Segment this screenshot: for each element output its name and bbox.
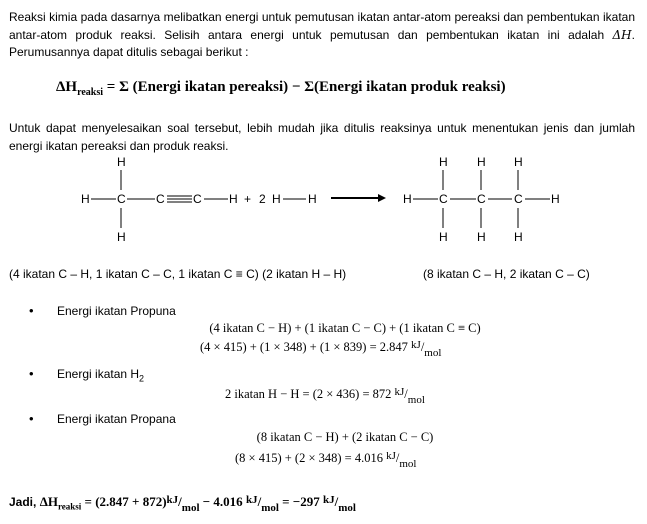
delta-h-symbol: ΔH	[612, 27, 632, 42]
atom-h: H	[117, 230, 126, 244]
delta-h-formula	[56, 79, 506, 98]
plus-sign: +	[244, 192, 252, 206]
intro-text-before: Reaksi kimia pada dasarnya melibatkan energi untuk pemutusan ikatan antar-atom pereaksi dan pembentukan ikatan antar-atom produk reaksi. Selisih antara energi untuk pemutusan dan pembentukan ikatan ini adalah	[9, 10, 635, 42]
atom-c: C	[193, 192, 202, 206]
bullet-icon: •	[29, 411, 34, 426]
reaction-arrow	[331, 194, 386, 202]
atom-c: C	[156, 192, 165, 206]
final-part1: = (2.847 + 872)	[81, 494, 167, 509]
bullet-hydrogen-label: Energi ikatan $H_2$	[57, 367, 145, 384]
atom-h: H	[477, 155, 486, 169]
propane-energy-calc	[235, 450, 417, 470]
atom-h: H	[403, 192, 412, 206]
bullet-icon: •	[29, 303, 34, 318]
atom-h: H	[272, 192, 281, 206]
final-lead: Jadi,	[9, 495, 40, 509]
hydrogen-molecule	[259, 192, 317, 206]
atom-h: H	[229, 192, 238, 206]
formula-lhs-sub: reaksi	[77, 87, 104, 98]
propyne-energy-calc	[200, 339, 442, 359]
intro-paragraph	[9, 9, 635, 62]
atom-h: H	[514, 230, 523, 244]
bullet-icon: •	[29, 366, 34, 381]
unit-kj-per-mol: $^{kJ}/_{mol}$	[323, 494, 356, 514]
atom-h: H	[551, 192, 560, 206]
unit-kj-per-mol: $^{kJ}/_{mol}$	[411, 339, 442, 359]
unit-kj-per-mol: $^{kJ}/_{mol}$	[245, 494, 279, 514]
hydrogen-energy-expression: 2 ikatan H − H = (2 × 436) = 872	[225, 387, 392, 401]
final-part3: = −297	[278, 494, 323, 509]
unit-kj-per-mol: $^{kJ}/_{mol}$	[386, 450, 417, 470]
final-part2: − 4.016	[199, 494, 246, 509]
bullet-propane-label: Energi ikatan Propana	[57, 412, 176, 426]
atom-c: C	[439, 192, 448, 206]
atom-h: H	[514, 155, 523, 169]
atom-c: C	[514, 192, 523, 206]
reaction-diagram	[0, 150, 647, 250]
propane-energy-expression: (8 × 415) + (2 × 348) = 4.016	[235, 451, 383, 465]
atom-h: H	[439, 230, 448, 244]
bullet-propyne-label: Energi ikatan Propuna	[57, 304, 176, 318]
atom-h: H	[81, 192, 90, 206]
atom-h: H	[308, 192, 317, 206]
unit-kj-per-mol: $^{kJ}/_{mol}$	[166, 494, 200, 514]
final-answer	[9, 494, 356, 512]
propyne-energy-expression: (4 × 415) + (1 × 348) + (1 × 839) = 2.847	[200, 340, 408, 354]
propane-molecule	[403, 155, 560, 244]
formula-lhs: ΔH	[56, 79, 78, 95]
product-bond-label: (8 ikatan C – H, 2 ikatan C – C)	[423, 267, 590, 281]
atom-c: C	[117, 192, 126, 206]
atom-h: H	[117, 155, 126, 169]
propyne-molecule	[81, 155, 238, 244]
coefficient: 2	[259, 192, 266, 206]
intro-text-after: . Perumusannya dapat ditulis sebagai berikut :	[9, 27, 635, 59]
propyne-bond-terms: (4 ikatan C − H) + (1 ikatan C − C) + (1 ikatan C ≡ C)	[209, 321, 481, 335]
reactant-bond-label: (4 ikatan C – H, 1 ikatan C – C, 1 ikatan C ≡ C) (2 ikatan H – H)	[9, 267, 347, 281]
final-delta-h-sub: reaksi	[57, 501, 82, 512]
explanation-paragraph: Untuk dapat menyelesaikan soal tersebut, lebih mudah jika ditulis reaksinya untuk menentukan jenis dan jumlah energi ikatan pereaksi dan produk reaksi.	[9, 121, 635, 153]
atom-h: H	[477, 230, 486, 244]
hydrogen-energy-calc	[225, 386, 425, 406]
propane-bond-terms: (8 ikatan C − H) + (2 ikatan C − C)	[256, 430, 434, 444]
atom-h: H	[439, 155, 448, 169]
formula-rhs: = Σ (Energi ikatan pereaksi) − Σ(Energi ikatan produk reaksi)	[103, 79, 506, 95]
atom-c: C	[477, 192, 486, 206]
final-delta-h: ΔH	[39, 494, 58, 509]
unit-kj-per-mol: $^{kJ}/_{mol}$	[394, 386, 425, 406]
